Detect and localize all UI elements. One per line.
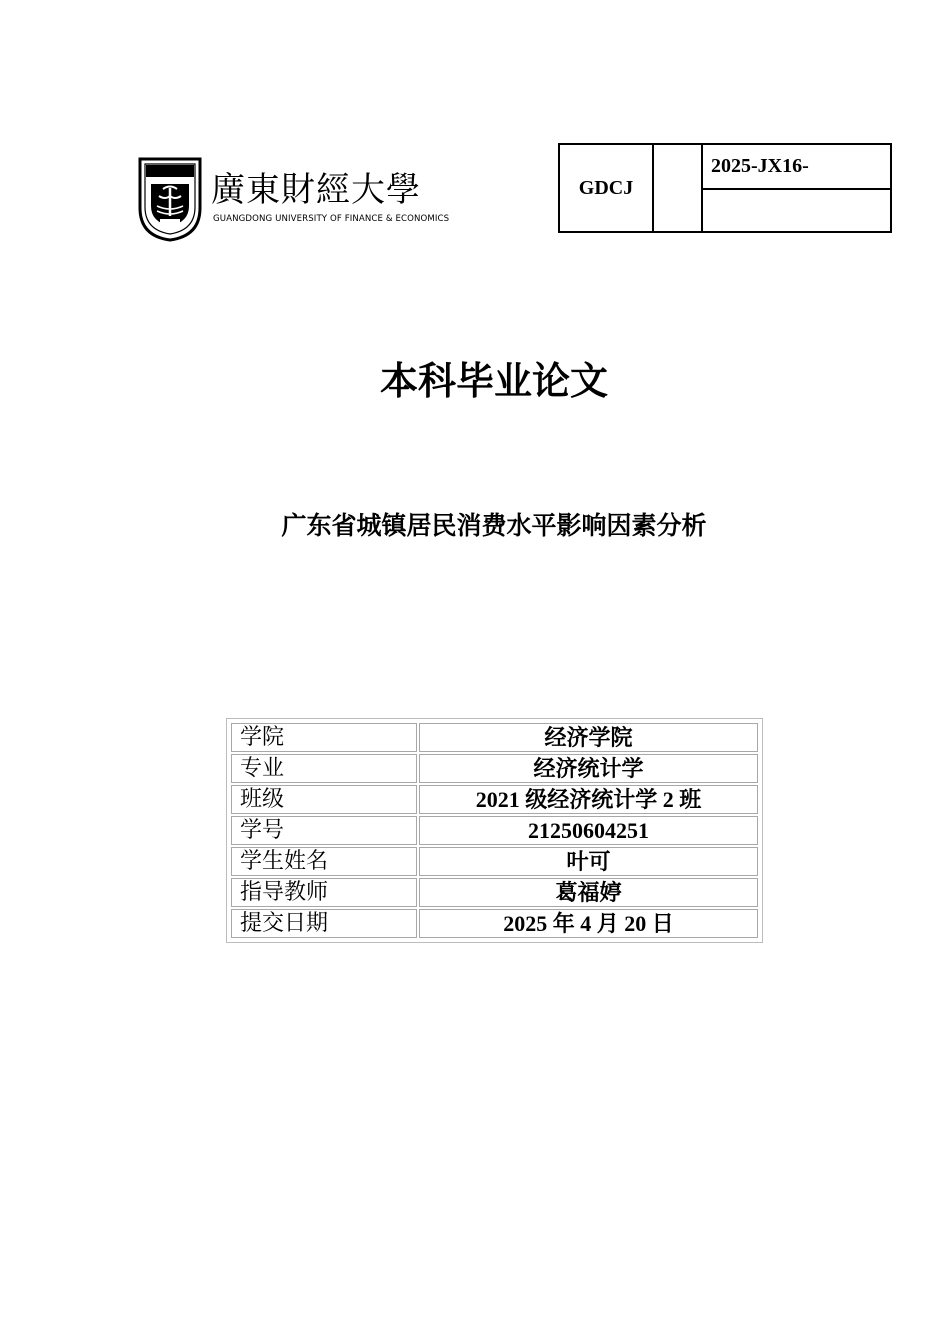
university-name-chinese: 廣東財經大學: [211, 170, 421, 210]
code-middle-cell: [653, 144, 702, 232]
table-row: [231, 785, 758, 814]
college-label: 学院: [231, 723, 417, 752]
class-value: 2021 级经济统计学 2 班: [419, 785, 758, 814]
university-seal-icon: [137, 156, 203, 242]
college-value: 经济学院: [419, 723, 758, 752]
major-label: 专业: [231, 754, 417, 783]
thesis-title: 广东省城镇居民消费水平影响因素分析: [281, 511, 707, 540]
info-table: [229, 721, 760, 940]
table-row: [231, 723, 758, 752]
submission-date-value: 2025 年 4 月 20 日: [419, 909, 758, 938]
university-logo: [137, 156, 467, 242]
document-code-box: [558, 143, 892, 233]
student-id-label: 学号: [231, 816, 417, 845]
table-row: [231, 816, 758, 845]
document-code-continued: [702, 189, 891, 232]
major-value: 经济统计学: [419, 754, 758, 783]
table-row: [231, 754, 758, 783]
advisor-label: 指导教师: [231, 878, 417, 907]
student-name-value: 叶可: [419, 847, 758, 876]
document-type-title: 本科毕业论文: [379, 359, 608, 403]
document-code: 2025-JX16-: [702, 144, 891, 189]
table-row: [231, 847, 758, 876]
info-table-frame: [226, 718, 763, 943]
submission-date-label: 提交日期: [231, 909, 417, 938]
table-row: [231, 878, 758, 907]
table-row: [231, 909, 758, 938]
university-name-english: GUANGDONG UNIVERSITY OF FINANCE & ECONOMICS: [213, 214, 450, 224]
class-label: 班级: [231, 785, 417, 814]
student-id-value: 21250604251: [419, 816, 758, 845]
student-name-label: 学生姓名: [231, 847, 417, 876]
code-prefix: GDCJ: [559, 144, 653, 232]
advisor-value: 葛福婷: [419, 878, 758, 907]
